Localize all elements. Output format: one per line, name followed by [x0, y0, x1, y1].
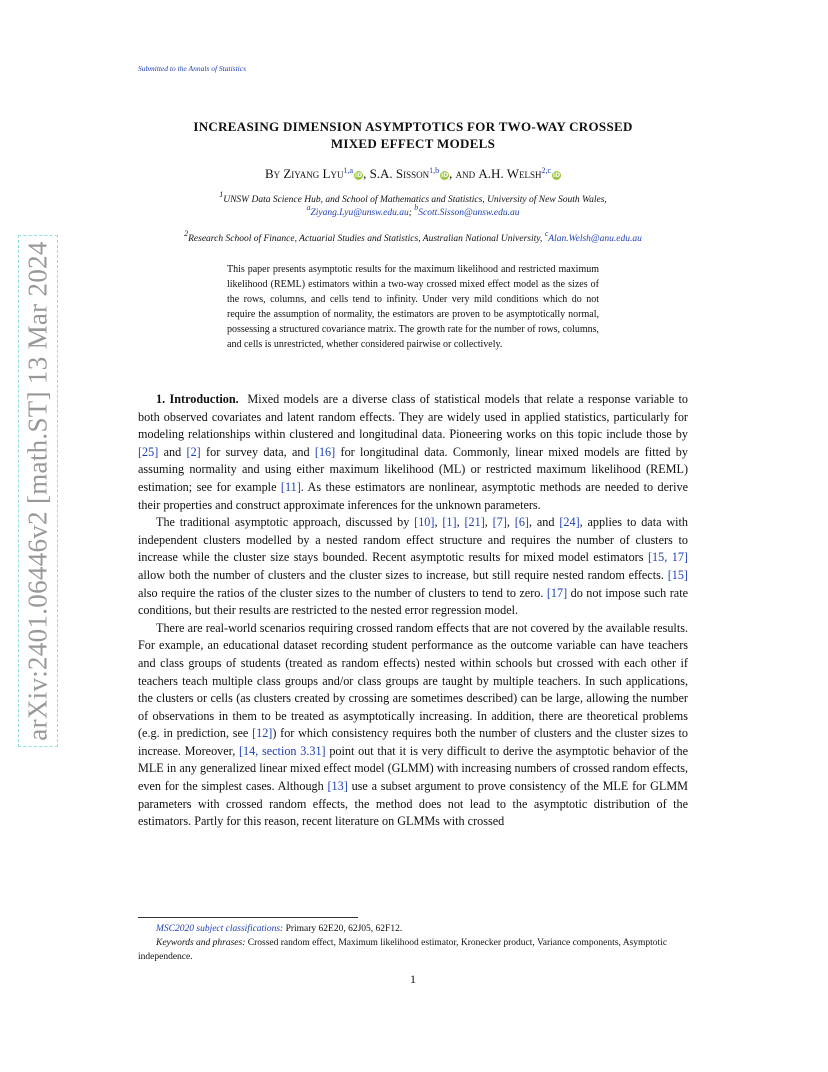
- section-introduction: [138, 391, 688, 831]
- paragraph-text: . As these estimators are nonlinear, asymptotic methods are needed to derive their properties and construct approximate inferences for the unknown parameters.: [138, 479, 688, 512]
- citation-link[interactable]: [14, section 3.31]: [239, 743, 326, 758]
- orcid-icon[interactable]: iD: [441, 172, 449, 179]
- citation-link[interactable]: [7]: [492, 515, 507, 530]
- citation-link[interactable]: [21]: [464, 515, 485, 530]
- paragraph-text: , applies to data with independent clusters modelled by a nested random effect structure and requires the number of clusters to increase while the cluster size stays bounded. Recent asymptotic results for mixed model estimators: [138, 515, 689, 565]
- title-line-1: INCREASING DIMENSION ASYMPTOTICS FOR TWO-WAY CROSSED: [193, 119, 633, 134]
- affiliation-2: [138, 229, 688, 246]
- abstract: This paper presents asymptotic results for the maximum likelihood and restricted maximum likelihood (REML) estimators within a two-way crossed mixed effect model as the sizes of the rows, columns, and cells tend to infinity. Under very mild conditions which do not require the assumption of normality, the estimators are proven to be asymptotically normal, possessing a structured covariance matrix. The growth rate for the number of rows, columns, and cells is unrestricted, whether considered pairwise or collectively.: [227, 264, 599, 350]
- keywords-footnote: [138, 936, 688, 964]
- author-2-name: S.A. Sisson: [369, 166, 430, 181]
- intro-paragraph-1: [138, 391, 688, 514]
- paragraph-text: , and: [529, 515, 560, 530]
- citation-link[interactable]: [10]: [414, 515, 435, 530]
- msc-text: Primary 62E20, 62J05, 62F12.: [283, 924, 403, 934]
- paragraph-text: for survey data, and: [200, 444, 315, 459]
- author-2-sup[interactable]: 1,b: [429, 166, 440, 175]
- author-3-sup[interactable]: 2,c: [541, 166, 552, 175]
- page-number: 1: [410, 972, 416, 986]
- affiliation-1-text: UNSW Data Science Hub, and School of Mathematics and Statistics, University of New South Wales,: [223, 195, 607, 205]
- journal-header[interactable]: Submitted to the Annals of Statistics: [138, 64, 246, 73]
- paragraph-text: ,: [456, 515, 465, 530]
- citation-link[interactable]: [13]: [327, 779, 348, 794]
- email-link-lyu[interactable]: Ziyang.Lyu@unsw.edu.au: [310, 208, 409, 218]
- orcid-icon[interactable]: iD: [553, 172, 561, 179]
- section-heading: 1. Introduction.: [156, 392, 239, 406]
- affiliation-2-text: Research School of Finance, Actuarial Studies and Statistics, Australian National University,: [188, 234, 543, 244]
- paragraph-text: also require the ratios of the cluster sizes to the number of clusters to tend to zero.: [138, 585, 547, 600]
- paragraph-text: for longitudinal data. Commonly, linear mixed models are fitted by assuming normality and using either maximum likelihood (ML) or restricted maximum likelihood (REML) estimation; see for example: [138, 444, 688, 494]
- paragraph-text: allow both the number of clusters and the cluster sizes to increase, but still require nested random effects.: [138, 567, 668, 582]
- paragraph-text: There are real-world scenarios requiring crossed random effects that are not covered by the available results. For example, an educational dataset recording student performance as the outcome variable can have teachers and class groups of students (treated as random effects) nested within schools but crossed with each other if teachers teach multiple class groups and/or class groups are taught by multiple teachers. In such applications, the clusters or cells (as clusters created by crossing are sometimes described) can be large, allowing the number of observations in them to be treated as asymptotically increasing. In addition, there are theoretical problems (e.g. in prediction, see: [138, 620, 688, 741]
- keywords-text: Crossed random effect, Maximum likelihood estimator, Kronecker product, Variance components, Asymptotic independence.: [138, 938, 668, 962]
- keywords-label: Keywords and phrases:: [156, 938, 246, 948]
- citation-link[interactable]: [16]: [314, 444, 336, 459]
- author-3-name: A.H. Welsh: [478, 166, 542, 181]
- paragraph-text: ,: [484, 515, 493, 530]
- title-line-2: MIXED EFFECT MODELS: [330, 136, 496, 151]
- email-a-label: a: [306, 203, 311, 212]
- affiliation-1: $^1$UNSW Data Science Hub, and School of Mathematics and Statistics, University of New South Wales, $^a$Ziyang.Lyu@unsw.edu.au; $^b$Scott.Sisson@unsw.edu.au: [219, 190, 607, 218]
- author-1-sup[interactable]: 1,a: [343, 166, 354, 175]
- footnote-rule: [138, 917, 358, 918]
- intro-paragraph-3: [138, 620, 688, 831]
- email-c-label: c: [544, 229, 549, 238]
- paragraph-text: and: [158, 444, 187, 459]
- author-by: By: [264, 166, 281, 181]
- email-link-welsh[interactable]: Alan.Welsh@anu.edu.au: [548, 234, 642, 244]
- citation-link[interactable]: [25]: [138, 444, 159, 459]
- citation-link[interactable]: [12]: [252, 726, 273, 741]
- email-b-label: b: [414, 203, 419, 212]
- paragraph-text: Mixed models are a diverse class of statistical models that relate a response variable to both observed covariates and latent random effects. They are widely used in applied statistics, particularly for modeling relationships within clustered and longitudinal data. Pioneering works on this topic include those by: [138, 392, 688, 442]
- author-and: , and: [449, 166, 476, 181]
- paper-title: [138, 118, 688, 152]
- orcid-icon[interactable]: iD: [355, 172, 363, 179]
- footnotes: [138, 922, 688, 964]
- paragraph-text: do not impose such rate conditions, but their results are restricted to the nested error regression model.: [138, 585, 688, 618]
- paragraph-text: ) for which consistency requires both the number of clusters and the cluster sizes to increase. Moreover,: [138, 726, 688, 758]
- paragraph-text: The traditional asymptotic approach, discussed by: [156, 515, 415, 530]
- affiliation-1-number: 1: [219, 190, 224, 199]
- citation-link[interactable]: [15, 17]: [647, 550, 688, 565]
- affiliation-2-number: 2: [184, 229, 189, 238]
- msc-link[interactable]: MSC2020 subject classifications:: [156, 924, 284, 934]
- citation-link[interactable]: [2]: [186, 444, 201, 459]
- paragraph-text: point out that it is very difficult to derive the asymptotic behavior of the MLE in any generalized linear mixed effect model (GLMM) with increasing numbers of crossed random effects, even for the simplest cases. Although: [138, 743, 689, 794]
- intro-paragraph-2: [138, 514, 688, 620]
- citation-link[interactable]: [11]: [280, 479, 301, 494]
- citation-link[interactable]: [17]: [546, 585, 568, 600]
- citation-link[interactable]: [24]: [559, 515, 580, 530]
- author-1-name: Ziyang Lyu: [283, 166, 344, 181]
- paragraph-text: ,: [434, 515, 443, 530]
- author-line: By Ziyang Lyu$^{1,a}$iD, S.A. Sisson$^{1,b}$iD, and A.H. Welsh$^{2,c}$iD: [264, 166, 561, 181]
- citation-link[interactable]: [1]: [442, 515, 457, 530]
- citation-link[interactable]: [6]: [514, 515, 529, 530]
- arxiv-id[interactable]: arXiv:2401.06446v2 [math.ST] 13 Mar 2024: [22, 241, 53, 741]
- msc-footnote: [138, 922, 688, 936]
- paragraph-text: ,: [506, 515, 515, 530]
- citation-link[interactable]: [15]: [667, 567, 688, 582]
- paragraph-text: use a subset argument to prove consistency of the MLE for GLMM parameters with crossed random effects, the method does not lead to the asymptotic distribution of the estimators. Partly for this reason, recent literature on GLMMs with crossed: [138, 779, 688, 829]
- email-link-sisson[interactable]: Scott.Sisson@unsw.edu.au: [418, 208, 520, 218]
